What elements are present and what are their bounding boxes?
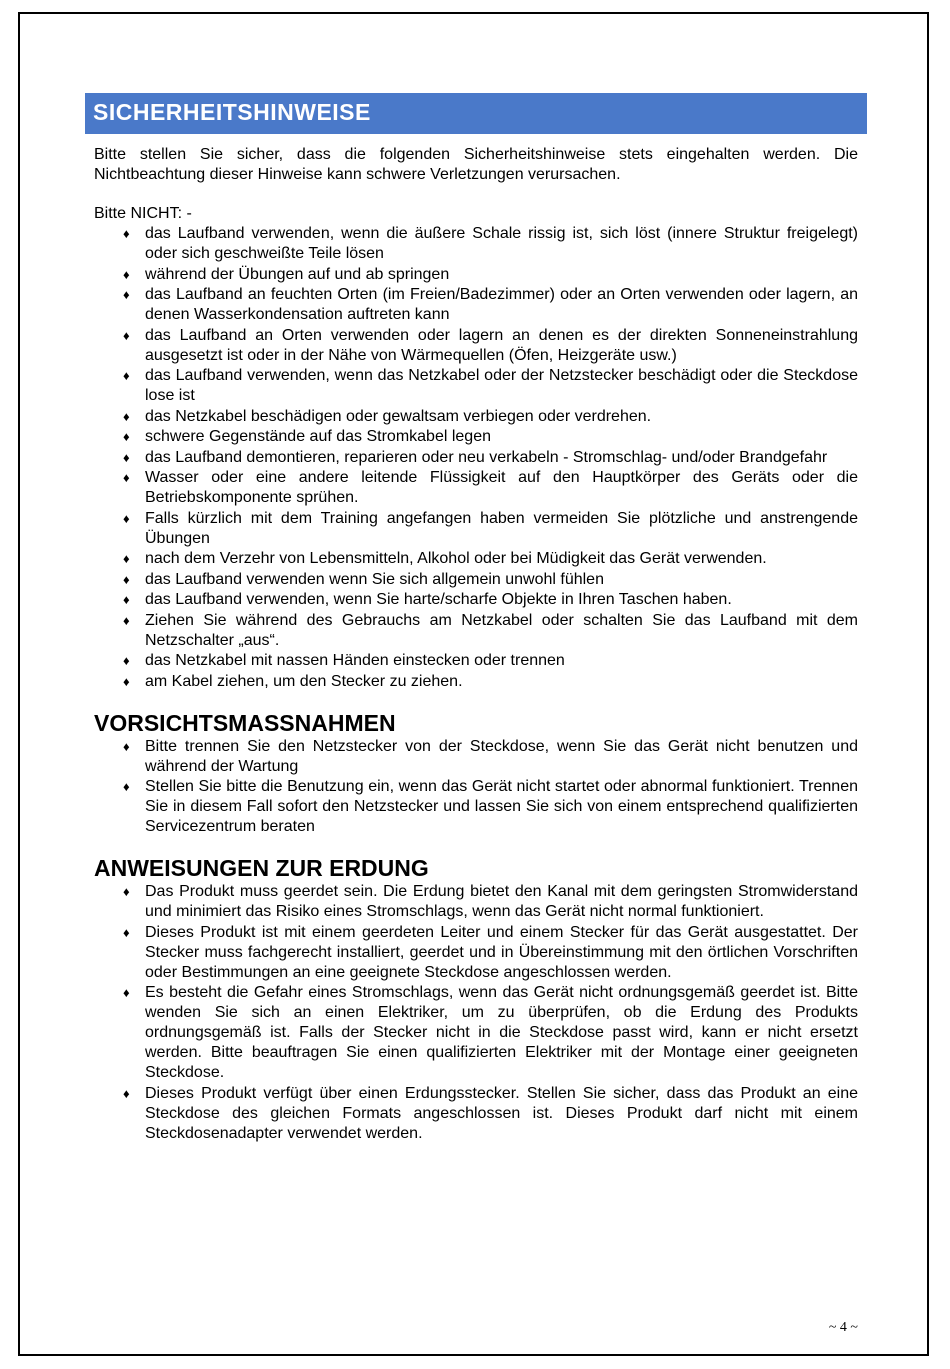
list-item xyxy=(85,777,858,837)
list-item xyxy=(85,224,858,264)
list-item-text: das Laufband an Orten verwenden oder lagern an denen es der direkten Sonneneinstrahlung ausgesetzt ist oder in der Nähe von Wärmequellen (Öfen, Heizgeräte usw.) xyxy=(145,326,858,364)
list-item-text: das Laufband verwenden, wenn Sie harte/scharfe Objekte in Ihren Taschen haben. xyxy=(145,591,732,608)
bullet-diamond-icon: ♦ xyxy=(123,327,130,343)
bullet-diamond-icon: ♦ xyxy=(123,266,130,282)
list-item xyxy=(85,407,858,427)
lead-text: Bitte NICHT: - xyxy=(94,205,192,222)
bullet-diamond-icon: ♦ xyxy=(123,510,130,526)
bullet-diamond-icon: ♦ xyxy=(123,226,130,241)
grounding-list xyxy=(85,882,867,1144)
bullet-diamond-icon: ♦ xyxy=(123,449,130,465)
list-item xyxy=(85,549,858,569)
intro-paragraph: Bitte stellen Sie sicher, dass die folgenden Sicherheitshinweise stets eingehalten werden. Die Nichtbeachtung dieser Hinweise kann schwere Verletzungen verursachen. xyxy=(94,146,858,183)
bullet-diamond-icon: ♦ xyxy=(123,551,130,566)
list-item-text: Ziehen Sie während des Gebrauchs am Netzkabel oder schalten Sie das Laufband mit dem Netzschalter „aus“. xyxy=(145,611,858,649)
list-item xyxy=(85,651,858,671)
list-item-text: das Laufband demontieren, reparieren oder neu verkabeln - Stromschlag- und/oder Brandgefahr xyxy=(145,448,828,466)
list-item xyxy=(85,509,858,549)
bullet-diamond-icon: ♦ xyxy=(123,612,130,628)
bullet-diamond-icon: ♦ xyxy=(123,924,130,940)
list-item-text: das Laufband an feuchten Orten (im Freien/Badezimmer) oder an Orten verwenden oder lagern, an denen Wasserkondensation auftreten kann xyxy=(145,286,858,323)
bullet-diamond-icon: ♦ xyxy=(123,592,130,607)
list-item-text: Dieses Produkt verfügt über einen Erdungsstecker. Stellen Sie sicher, dass das Produkt an eine Steckdose des gleichen Formats angeschlossen ist. Dieses Produkt darf nicht mit einem Steckdosenadapter verwendet werden. xyxy=(145,1084,858,1142)
list-item xyxy=(85,285,858,325)
heading-erdung: ANWEISUNGEN ZUR ERDUNG xyxy=(94,855,429,881)
heading-vorsichtsmassnahmen: VORSICHTSMASSNAHMEN xyxy=(94,709,396,736)
list-item-text: Wasser oder eine andere leitende Flüssigkeit auf den Hauptkörper des Geräts oder die Betriebskomponente sprühen. xyxy=(145,469,858,506)
list-item-text: das Laufband verwenden, wenn die äußere Schale rissig ist, sich löst (innere Struktur freigelegt) oder sich geschweißte Teile lösen xyxy=(145,225,858,262)
list-item xyxy=(85,326,858,366)
list-item xyxy=(85,611,858,651)
bullet-diamond-icon: ♦ xyxy=(123,673,130,689)
list-item-text: das Netzkabel mit nassen Händen einstecken oder trennen xyxy=(145,652,565,669)
list-item-text: das Laufband verwenden, wenn das Netzkabel oder der Netzstecker beschädigt oder die Steckdose lose ist xyxy=(145,367,858,404)
document-body xyxy=(85,93,867,1144)
bullet-diamond-icon: ♦ xyxy=(123,408,130,424)
list-item xyxy=(85,427,858,447)
bullet-diamond-icon: ♦ xyxy=(123,429,130,444)
precautions-list xyxy=(85,737,867,838)
bullet-diamond-icon: ♦ xyxy=(123,571,130,587)
bullet-diamond-icon: ♦ xyxy=(123,1085,130,1101)
list-item xyxy=(85,265,858,285)
list-item-text: Stellen Sie bitte die Benutzung ein, wenn das Gerät nicht startet oder abnormal funktioniert. Trennen Sie in diesem Fall sofort den Netzstecker und lassen Sie sich von einem entsprechend qualifizierten Servicezentrum beraten xyxy=(145,778,858,835)
list-item-text: Falls kürzlich mit dem Training angefangen haben vermeiden Sie plötzliche und anstrengende Übungen xyxy=(145,509,858,547)
bullet-diamond-icon: ♦ xyxy=(123,470,130,485)
bullet-diamond-icon: ♦ xyxy=(123,985,130,1000)
list-item xyxy=(85,1084,858,1144)
list-item xyxy=(85,737,858,777)
list-item xyxy=(85,468,858,508)
bullet-diamond-icon: ♦ xyxy=(123,884,130,899)
bullet-diamond-icon: ♦ xyxy=(123,779,130,794)
list-item-text: Es besteht die Gefahr eines Stromschlags, wenn das Gerät nicht ordnungsgemäß geerdet ist. Bitte wenden Sie sich an einen Elektriker, um zu überprüfen, ob die Erdung des Produkts ordnungsgemäß ist. Falls der Stecker nicht in die Steckdose passt wird, kann er nicht ersetzt werden. Bitte beauftragen Sie einen qualifizierten Elektriker mit der Montage einer geeigneten Steckdose. xyxy=(145,984,858,1081)
list-item xyxy=(85,672,858,692)
list-item xyxy=(85,983,858,1083)
page-number: ~ 4 ~ xyxy=(828,1320,858,1335)
bullet-diamond-icon: ♦ xyxy=(123,287,130,302)
bullet-diamond-icon: ♦ xyxy=(123,738,130,754)
list-item xyxy=(85,882,858,922)
list-item xyxy=(85,590,858,610)
bullet-diamond-icon: ♦ xyxy=(123,653,130,668)
safety-list xyxy=(85,224,867,692)
list-item-text: das Netzkabel beschädigen oder gewaltsam verbiegen oder verdrehen. xyxy=(145,407,652,425)
list-item-text: Bitte trennen Sie den Netzstecker von der Steckdose, wenn Sie das Gerät nicht benutzen und während der Wartung xyxy=(145,737,858,775)
bullet-diamond-icon: ♦ xyxy=(123,368,130,383)
list-item-text: Dieses Produkt ist mit einem geerdeten Leiter und einem Stecker für das Gerät ausgestattet. Der Stecker muss fachgerecht installiert, geerdet und in Übereinstimmung mit den örtlichen Vorschriften oder Bestimmungen an eine geeignete Steckdose angeschlossen werden. xyxy=(145,923,858,981)
list-item-text: schwere Gegenstände auf das Stromkabel legen xyxy=(145,428,491,445)
section-banner-sicherheitshinweise: SICHERHEITSHINWEISE xyxy=(85,93,867,134)
list-item-text: während der Übungen auf und ab springen xyxy=(145,265,450,283)
list-item-text: Das Produkt muss geerdet sein. Die Erdung bietet den Kanal mit dem geringsten Stromwiderstand und minimiert das Risiko eines Stromschlags, wenn das Gerät nicht normal funktioniert. xyxy=(145,883,858,920)
list-item-text: am Kabel ziehen, um den Stecker zu ziehen. xyxy=(145,672,463,690)
list-item-text: nach dem Verzehr von Lebensmitteln, Alkohol oder bei Müdigkeit das Gerät verwenden. xyxy=(145,550,767,567)
list-item-text: das Laufband verwenden wenn Sie sich allgemein unwohl fühlen xyxy=(145,570,604,588)
list-item xyxy=(85,570,858,590)
list-item xyxy=(85,923,858,983)
list-item xyxy=(85,448,858,468)
list-item xyxy=(85,366,858,406)
